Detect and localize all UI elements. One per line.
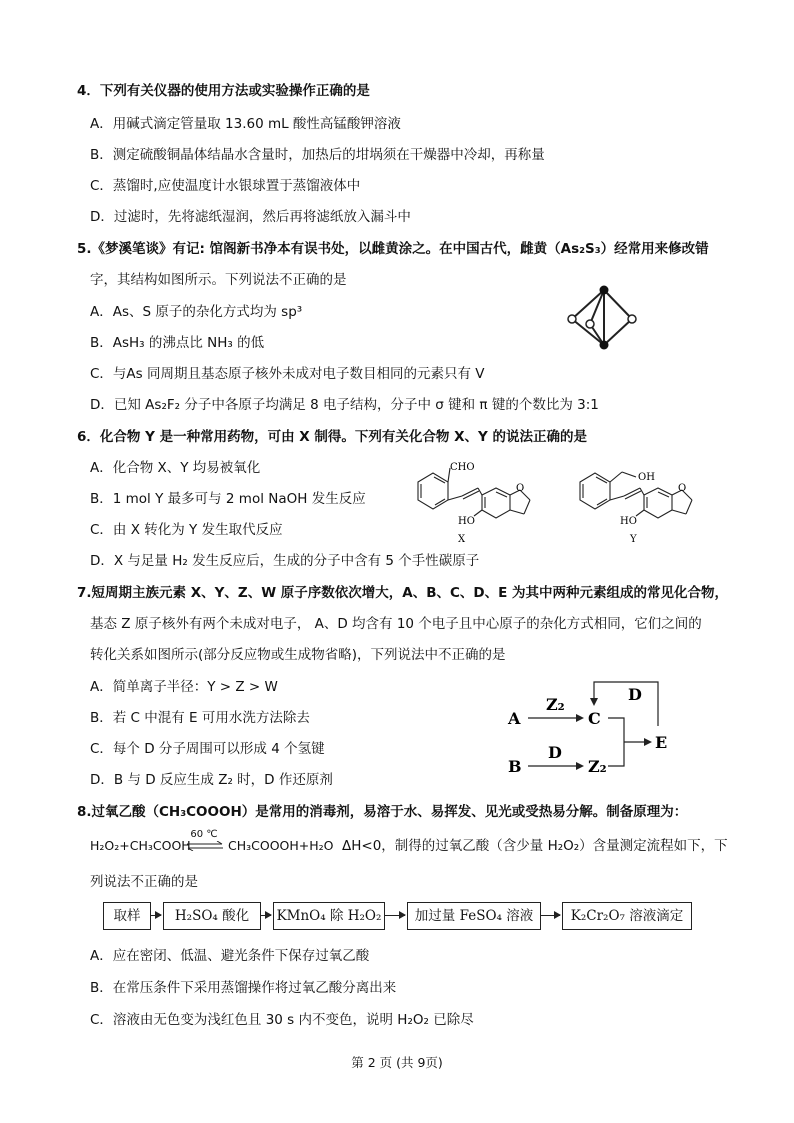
- q7-stem-line2: 基态 Z 原子核外有两个未成对电子， A、D 均含有 10 个电子且中心原子的杂化方式相同，它们之间的: [90, 616, 702, 632]
- q5-option-c: C．与As 同周期且基态原子核外未成对电子数目相同的元素只有 V: [90, 366, 485, 382]
- flow-step-sampling: 取样: [103, 902, 151, 930]
- scheme-c: C: [588, 709, 601, 728]
- q8-stem-line1: 8.过氧乙酸（CH₃COOOH）是常用的消毒剂，易溶于水、易挥发、见光或受热易分解。制备原理为：: [77, 804, 688, 820]
- flow-arrow-4: [540, 915, 560, 916]
- x-ho-label: HO: [458, 516, 475, 527]
- q7-option-d: D．B 与 D 反应生成 Z₂ 时，D 作还原剂: [90, 772, 333, 788]
- q5-option-a: A．As、S 原子的杂化方式均为 sp³: [90, 304, 303, 320]
- scheme-z2-bottom: Z₂: [588, 757, 607, 776]
- q7-stem-line3: 转化关系如图所示(部分反应物或生成物省略)，下列说法中不正确的是: [90, 647, 506, 663]
- scheme-z2-top: Z₂: [546, 695, 565, 714]
- q5-option-d: D．已知 As₂F₂ 分子中各原子均满足 8 电子结构，分子中 σ 键和 π 键的个数比为 3:1: [90, 397, 599, 413]
- q5-stem-line2: 字，其结构如图所示。下列说法不正确的是: [90, 272, 347, 288]
- page-footer: 第 2 页 (共 9页): [351, 1055, 443, 1070]
- flow-step-kmno4: KMnO₄ 除 H₂O₂: [273, 902, 385, 930]
- flow-step-feso4: 加过量 FeSO₄ 溶液: [407, 902, 541, 930]
- q7-option-a: A．简单离子半径：Y > Z > W: [90, 679, 278, 695]
- q8-equation-right: CH₃COOOH+H₂O: [228, 838, 334, 853]
- as2s3-structure-diagram: [560, 282, 650, 354]
- q6-option-b: B．1 mol Y 最多可与 2 mol NaOH 发生反应: [90, 491, 366, 507]
- q8-option-a: A．应在密闭、低温、避光条件下保存过氧乙酸: [90, 948, 370, 964]
- compound-x-structure: [398, 462, 548, 544]
- q7-option-c: C．每个 D 分子周围可以形成 4 个氢键: [90, 741, 325, 757]
- flow-arrow-2: [260, 915, 271, 916]
- q8-option-c: C．溶液由无色变为浅红色且 30 s 内不变色，说明 H₂O₂ 已除尽: [90, 1012, 474, 1028]
- q4-option-c: C．蒸馏时,应使温度计水银球置于蒸馏液体中: [90, 178, 361, 194]
- y-ring-oxygen-label: O: [678, 483, 687, 494]
- x-ring-oxygen-label: O: [516, 483, 525, 494]
- flow-arrow-3: [384, 915, 405, 916]
- q8-equation-tail: ΔH<0，制得的过氧乙酸（含少量 H₂O₂）含量测定流程如下，下: [342, 838, 728, 854]
- q6-stem: 6．化合物 Y 是一种常用药物，可由 X 制得。下列有关化合物 X、Y 的说法正确的是: [77, 429, 587, 445]
- scheme-b: B: [508, 757, 522, 776]
- x-compound-label: X: [458, 534, 466, 544]
- q7-stem-line1: 7.短周期主族元素 X、Y、Z、W 原子序数依次增大，A、B、C、D、E 为其中两种元素组成的常见化合物，: [77, 585, 729, 601]
- flow-step-titration: K₂Cr₂O₇ 溶液滴定: [562, 902, 692, 930]
- q5-option-b: B．AsH₃ 的沸点比 NH₃ 的低: [90, 335, 265, 351]
- compound-y-structure: [568, 462, 718, 544]
- q5-stem-line1: 5.《梦溪笔谈》有记: 馆阁新书净本有误书处，以雌黄涂之。在中国古代，雌黄（As₂S₃）经常用来修改错: [77, 241, 709, 257]
- flow-step-acidify: H₂SO₄ 酸化: [163, 902, 261, 930]
- flow-arrow-1: [150, 915, 161, 916]
- q7-option-b: B．若 C 中混有 E 可用水洗方法除去: [90, 710, 310, 726]
- scheme-a: A: [508, 709, 521, 728]
- y-ho-label: HO: [620, 516, 637, 527]
- q6-option-a: A．化合物 X、Y 均易被氧化: [90, 460, 261, 476]
- q4-option-b: B．测定硫酸铜晶体结晶水含量时，加热后的坩埚须在干燥器中冷却，再称量: [90, 147, 545, 163]
- q4-option-d: D．过滤时，先将滤纸湿润，然后再将滤纸放入漏斗中: [90, 209, 411, 225]
- equilibrium-arrow-icon: [186, 841, 224, 851]
- q6-option-c: C．由 X 转化为 Y 发生取代反应: [90, 522, 283, 538]
- q4-option-a: A．用碱式滴定管量取 13.60 mL 酸性高锰酸钾溶液: [90, 116, 401, 132]
- q8-option-b: B．在常压条件下采用蒸馏操作将过氧乙酸分离出来: [90, 980, 397, 996]
- q6-option-d: D．X 与足量 H₂ 发生反应后，生成的分子中含有 5 个手性碳原子: [90, 553, 480, 569]
- scheme-e: E: [655, 733, 668, 752]
- q8-equation-condition: 60 ℃: [190, 829, 218, 840]
- y-compound-label: Y: [630, 534, 637, 544]
- q7-transformation-scheme: [500, 678, 690, 783]
- scheme-d-top: D: [628, 685, 642, 704]
- q4-stem: 4．下列有关仪器的使用方法或实验操作正确的是: [77, 83, 370, 99]
- q8-stem-line3: 列说法不正确的是: [90, 874, 198, 890]
- q8-equation-left: H₂O₂+CH₃COOH: [90, 838, 191, 853]
- y-oh-label: OH: [638, 472, 655, 483]
- scheme-d-bottom: D: [548, 743, 562, 762]
- x-cho-label: CHO: [450, 462, 475, 473]
